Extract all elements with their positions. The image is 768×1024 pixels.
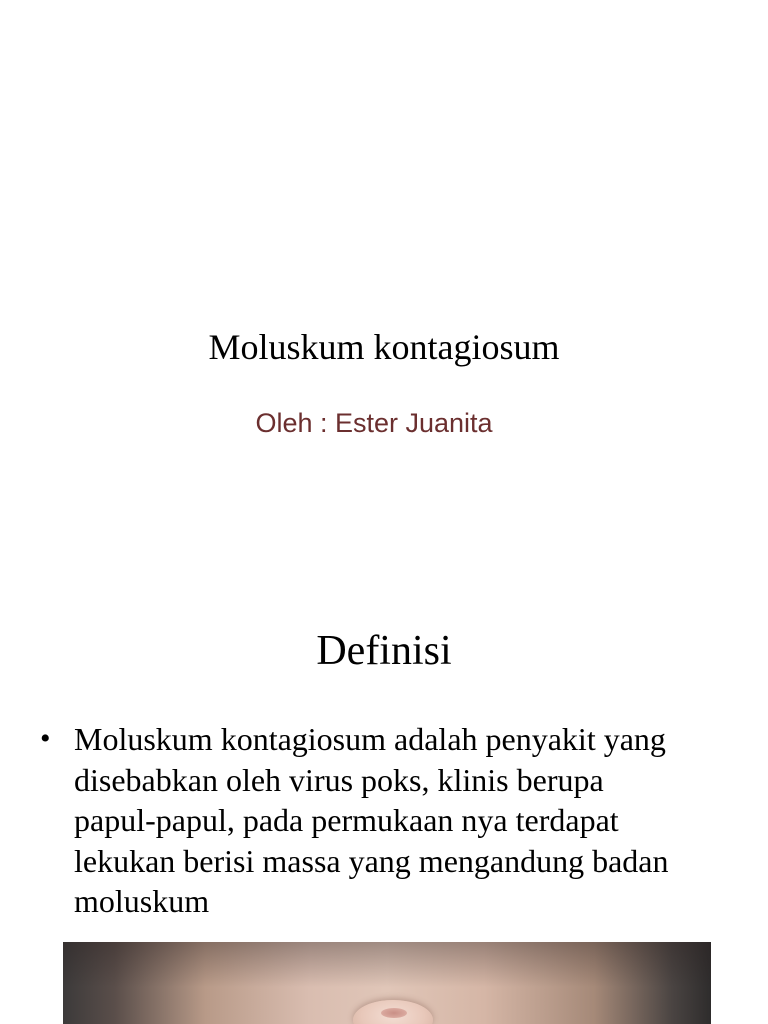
- definition-slide: [0, 576, 768, 1024]
- bullet-line: Moluskum kontagiosum adalah penyakit yang: [74, 721, 666, 757]
- bullet-item: [40, 719, 730, 922]
- clinical-photo: [63, 942, 711, 1024]
- bullet-marker: •: [40, 722, 51, 755]
- bullet-line: papul-papul, pada permukaan nya terdapat: [74, 802, 619, 838]
- bullet-line: lekukan berisi massa yang mengandung badan: [74, 842, 669, 879]
- bullet-line: moluskum: [74, 883, 210, 919]
- author-subtitle: Oleh : Ester Juanita: [255, 408, 493, 438]
- bullet-list: [40, 719, 730, 922]
- lesion-umbilication: [381, 1008, 407, 1018]
- slide-title: Definisi: [316, 628, 452, 674]
- bullet-line: disebabkan oleh virus poks, klinis berupa: [74, 761, 604, 798]
- presentation-title: Moluskum kontagiosum: [208, 327, 560, 367]
